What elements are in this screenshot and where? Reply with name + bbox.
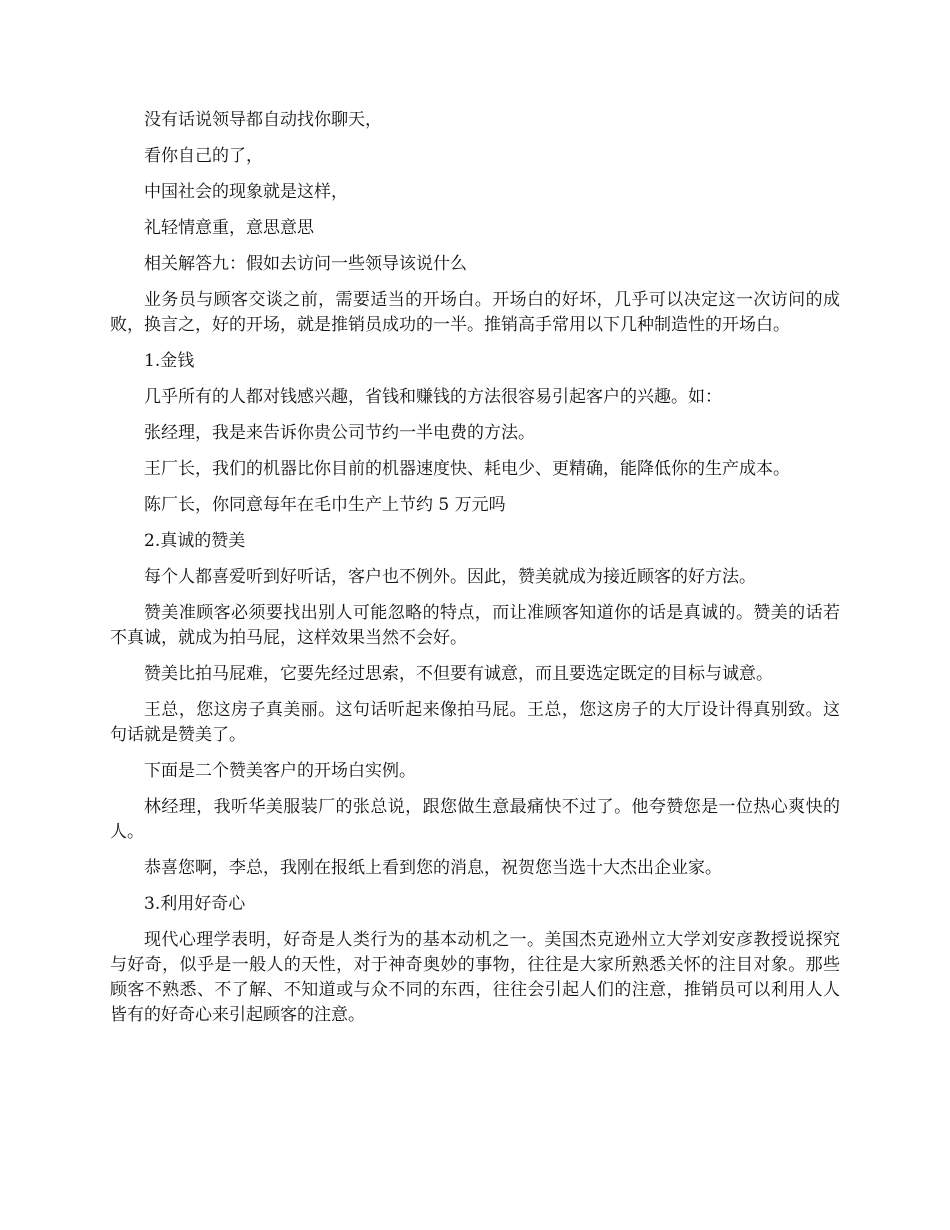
paragraph: 礼轻情意重，意思意思 bbox=[144, 218, 314, 238]
paragraph: 业务员与顾客交谈之前，需要适当的开场白。开场白的好坏，几乎可以决定这一次访问的成败，换言之，好的开场，就是推销员成功的一半。推销高手常用以下几种制造性的开场白。 bbox=[110, 290, 840, 335]
paragraph: 张经理，我是来告诉你贵公司节约一半电费的方法。 bbox=[144, 423, 535, 443]
paragraph: 恭喜您啊，李总，我刚在报纸上看到您的消息，祝贺您当选十大杰出企业家。 bbox=[144, 858, 722, 878]
paragraph: 赞美比拍马屁难，它要先经过思索，不但要有诚意，而且要选定既定的目标与诚意。 bbox=[144, 664, 773, 684]
paragraph: 每个人都喜爱听到好听话，客户也不例外。因此，赞美就成为接近顾客的好方法。 bbox=[144, 567, 756, 587]
document-body bbox=[110, 108, 840, 1039]
paragraph: 看你自己的了， bbox=[144, 146, 263, 166]
paragraph: 现代心理学表明，好奇是人类行为的基本动机之一。美国杰克逊州立大学刘安彦教授说探究与好奇，似乎是一般人的天性，对于神奇奥妙的事物，往往是大家所熟悉关怀的注目对象。那些顾客不熟悉、不了解、不知道或与众不同的东西，往往会引起人们的注意，推销员可以利用人人皆有的好奇心来引起顾客的注意。 bbox=[110, 930, 840, 1025]
section-heading: 3.利用好奇心 bbox=[144, 894, 246, 914]
paragraph: 王总，您这房子真美丽。这句话听起来像拍马屁。王总，您这房子的大厅设计得真别致。这句话就是赞美了。 bbox=[110, 700, 840, 745]
paragraph: 林经理，我听华美服装厂的张总说，跟您做生意最痛快不过了。他夸赞您是一位热心爽快的人。 bbox=[110, 797, 840, 842]
paragraph: 几乎所有的人都对钱感兴趣，省钱和赚钱的方法很容易引起客户的兴趣。如： bbox=[144, 387, 722, 407]
paragraph: 没有话说领导都自动找你聊天， bbox=[144, 110, 382, 130]
paragraph: 王厂长，我们的机器比你目前的机器速度快、耗电少、更精确，能降低你的生产成本。 bbox=[144, 459, 790, 479]
section-heading: 2.真诚的赞美 bbox=[144, 531, 246, 551]
paragraph: 陈厂长，你同意每年在毛巾生产上节约 5 万元吗 bbox=[144, 495, 506, 515]
paragraph: 赞美准顾客必须要找出别人可能忽略的特点，而让准顾客知道你的话是真诚的。赞美的话若不真诚，就成为拍马屁，这样效果当然不会好。 bbox=[110, 603, 840, 648]
paragraph: 下面是二个赞美客户的开场白实例。 bbox=[144, 761, 416, 781]
section-heading: 1.金钱 bbox=[144, 351, 195, 371]
paragraph: 中国社会的现象就是这样， bbox=[144, 182, 348, 202]
section-heading: 相关解答九：假如去访问一些领导该说什么 bbox=[144, 254, 467, 274]
